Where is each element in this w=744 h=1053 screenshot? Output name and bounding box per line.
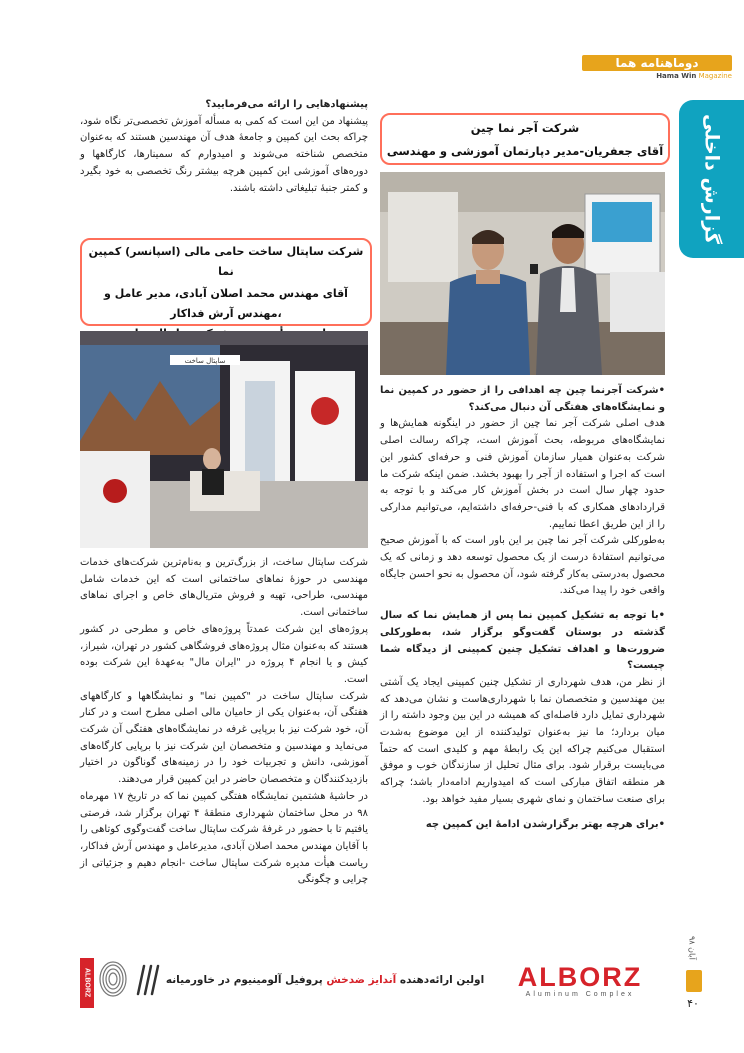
booth-photo: [80, 331, 368, 548]
magazine-logo-fa: دوماهنامه هما: [582, 55, 732, 71]
section-tab: [679, 100, 744, 258]
caption1-line1: شرکت آجر نما چین: [470, 121, 580, 135]
page-number: ۴۰: [687, 997, 699, 1010]
magazine-logo-en: Hama Win Magazine: [656, 72, 732, 80]
caption1-line2: آقای جعفریان-مدیر دپارتمان آموزشی و مهندسی: [386, 144, 664, 158]
interview-photo: [380, 172, 665, 375]
vertical-brand-strip: [80, 958, 94, 1008]
fingerprint-icon: [98, 961, 128, 997]
text-column-top-left: [80, 97, 368, 197]
paragraph: شرکت ساپتال ساخت، از بزرگ‌ترین و به‌نام‌ترین شرکت‌های خدمات مهندسی در حوزهٔ نماهای ساختمانی است که این خدمات شامل مهندسی، طراحی، تهیه و فروش متریال‌های خاص و اجرای نماهای ساختمانی است.: [80, 557, 368, 619]
question-heading: پیشنهادهایی را ارائه می‌فرمایید؟: [205, 99, 368, 110]
paragraph: به‌طورکلی شرکت آجر نما چین بر این باور است که با آموزش صحیح می‌توانیم استفادهٔ درست از یک محصول توسعه دهد و زمانی که یک محصول به‌درستی به‌کار گرفته شود، آن محصول به نحو احسن جایگاه واقعی خود را پیدا می‌کند.: [380, 535, 665, 597]
alborz-subtitle: Aluminum Complex: [525, 991, 635, 998]
vertical-brand-label: ALBORZ: [83, 968, 91, 998]
caption-box-saptal: [80, 238, 372, 326]
magazine-mark-icon: [686, 970, 702, 992]
text-column-right: [380, 383, 665, 833]
question-heading: •شرکت آجرنما چین چه اهدافی را از حضور در کمپین نما و نمایشگاه‌های هفتگی آن دنبال می‌کند؟: [380, 385, 665, 413]
booth-photo-illustration: [80, 331, 368, 548]
caption2-line1: شرکت ساپتال ساخت حامی مالی (اسپانسر) کمپین نما: [88, 245, 364, 278]
paragraph: در حاشیهٔ هشتمین نمایشگاه هفتگی کمپین نما که در تاریخ ۱۷ مهرماه ۹۸ در محل ساختمان شهرداری منطقهٔ ۴ تهران برگزار شد، فرصتی یافتیم تا با حضور در غرفهٔ شرکت ساپتال ساخت گفت‌وگوی کوتاهی را با آقایان مهندس محمد اصلان آبادی، مدیرعامل و مهندس آرش فداکار، ریاست هیأت مدیره شرکت ساپتال ساخت -انجام دهیم و جزئیاتی از چرایی و چگونگی: [80, 790, 368, 886]
section-tab-label: گزارش داخلی: [700, 113, 723, 245]
alborz-wordmark: ALBORZ: [517, 962, 643, 992]
paragraph: پروژه‌های این شرکت عمدتاً پروژه‌های خاص و مطرحی در کشور هستند که به‌عنوان مثال پروژه‌های فروشگاهی کشور در تهران، شیراز، کیش و یا انجام ۴ پروژه در "ایران مال" به‌عهدهٔ این شرکت بوده است.: [80, 623, 368, 685]
caption2-line2: آقای مهندس محمد اصلان آبادی، مدیر عامل و: [104, 287, 348, 300]
interview-photo-illustration: [380, 172, 665, 375]
issue-label: آبان ۹۸: [687, 936, 697, 960]
alborz-logo: [494, 963, 664, 1001]
caption-box-ajr-nama: [380, 113, 670, 165]
question-heading: •با توجه به تشکیل کمپین نما پس از همایش نما که سال گذشته در بوستان گفت‌وگو برگزار شد، به‌طورکلی ضرورت‌ها و اهداف تشکیل چنین کمپینی از دیدگاه شما چیست؟: [380, 610, 665, 672]
scratch-marks-icon: [132, 962, 162, 998]
paragraph: هدف اصلی شرکت آجر نما چین از حضور در اینگونه همایش‌ها و نمایشگاه‌های مربوطه، بحث آموزش است، چراکه رسالت اصلی شرکت به‌عنوان همیار سازمان آموزش فنی و حرفه‌ای کشور این است که اجرا و استفاده از آجر را بهبود بخشد. ضمن اینکه شرکت ما حدود چهار سال است در بخش آموزش کار می‌کند و با توجه به قراردادهای همکاری که با فنی-حرفه‌ای داشته‌ایم، می‌توانیم مدارکی را از این طریق اعطا نماییم.: [380, 418, 665, 530]
paragraph: از نظر من، هدف شهرداری از تشکیل چنین کمپینی ایجاد یک آشتی بین مهندسین و متخصصان نما با شهرداری‌هاست و نشان می‌دهد که شهرداری تمایل دارد فاصله‌ای که همیشه در این بین وجود داشته را از میان بردارد؛ ما نیز به‌عنوان تولیدکننده از این موضوع به‌شدت استقبال می‌کنیم چراکه این یک رابطهٔ مهم و کلیدی است که حتماً می‌بایست برقرار شود. برای مثال تحلیل از سازندگان خوب و موفق هر منطقه اتفاق مبارکی است که امیدواریم ادامه‌دار باشد؛ چراکه برای صنعت ساختمان و نمای شهری بسیار مفید خواهد بود.: [380, 676, 665, 805]
magazine-logo: [582, 55, 732, 81]
caption2-line3: مهندس آرش فداکار،: [170, 307, 282, 320]
question-heading: •برای هرچه بهتر برگزارشدن ادامهٔ این کمپین چه: [425, 818, 665, 830]
paragraph: پیشنهاد من این است که کمی به مسأله آموزش تخصصی‌تر نگاه شود، چراکه بحث این کمپین و جامعهٔ هدف آن مهندسین هستند که به‌عنوان متخصص شناخته می‌شوند و امیدوارم که سمینارها، کارگاهها و دوره‌های آموزشی این کمپین هرچه بیشتر رنگ تخصصی به خود بگیرد و کمتر جنبهٔ تبلیغاتی داشته باشند.: [80, 115, 368, 194]
booth-sign-label: ساپتال ساخت: [184, 357, 226, 365]
text-column-bottom-left: [80, 555, 368, 889]
ad-tagline: اولین ارائه‌دهنده آندایز ضدخش پروفیل آلومینیوم در خاورمیانه: [165, 974, 485, 986]
paragraph: شرکت ساپتال ساخت در "کمپین نما" و نمایشگاهها و کارگاههای هفتگی آن، به‌عنوان یکی از حامیان مالی اصلی مطرح است و در کنار آن، خود شرکت نیز با برپایی غرفه در نمایشگاه‌های هفتگی آن شرکت می‌نماید و مهندسین و متخصصان این شرکت نیز با برپایی کارگاه‌های آموزشی، دانش و تجربیات خود را در زمینه‌های گوناگون در اختیار بازدیدکنندگان و متخصصان حاضر در این کمپین قرار می‌دهند.: [80, 690, 368, 786]
